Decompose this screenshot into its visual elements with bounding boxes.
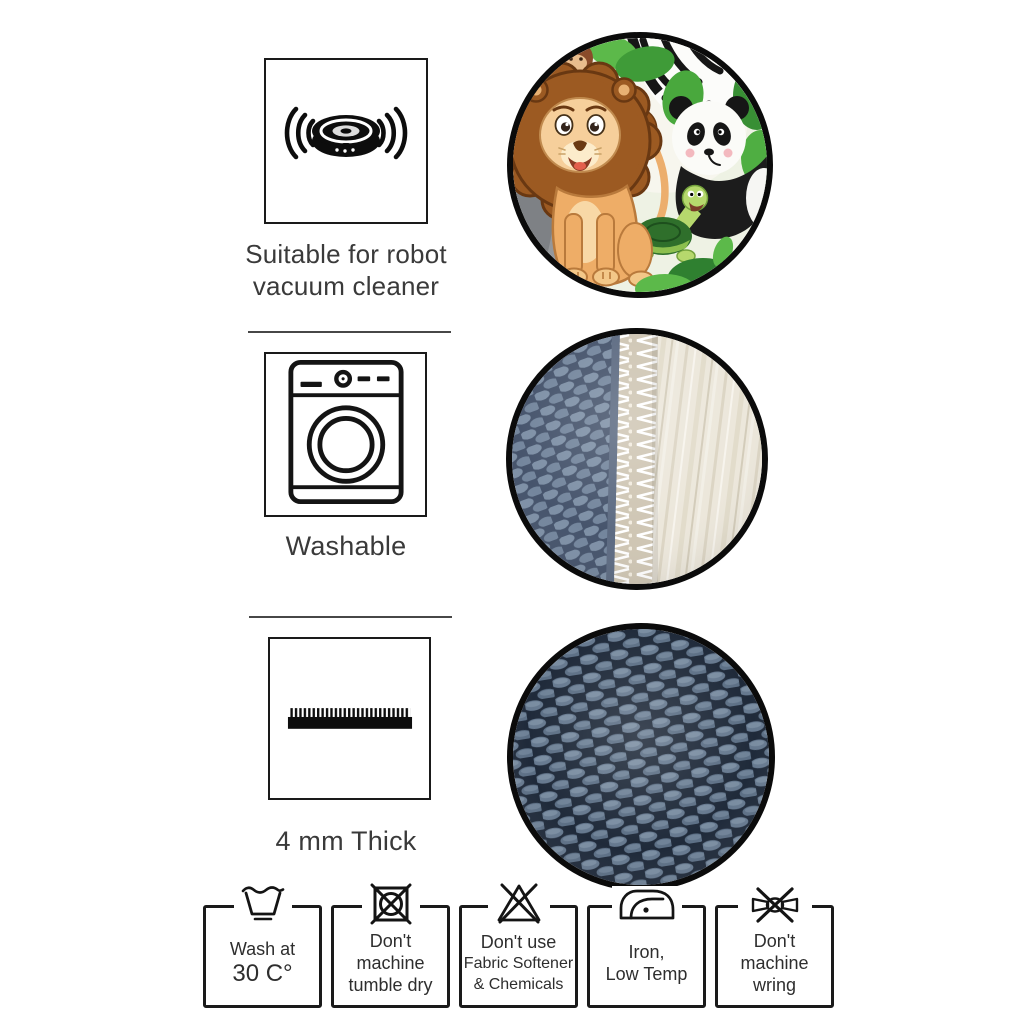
care-badge-no-wring bbox=[715, 905, 834, 1008]
rug-edge-photo bbox=[506, 328, 768, 590]
robot-vacuum-icon bbox=[278, 91, 414, 192]
care-badge-line: Don't use bbox=[480, 931, 557, 952]
care-badge-line: machine bbox=[356, 952, 425, 973]
feature-label-line: Suitable for robot bbox=[245, 239, 447, 269]
no-softener-icon bbox=[488, 881, 550, 925]
care-badge-line: & Chemicals bbox=[473, 975, 564, 993]
care-badge-line: Don't bbox=[753, 930, 796, 951]
washable-feature-box bbox=[264, 352, 427, 517]
feature-label-line: vacuum cleaner bbox=[252, 271, 440, 301]
care-badge-line: machine bbox=[740, 952, 809, 973]
no-wring-icon bbox=[738, 886, 812, 924]
care-badge-no-softener bbox=[459, 905, 578, 1008]
robot-vacuum-feature-box bbox=[264, 58, 428, 224]
care-badge-line: Low Temp bbox=[605, 963, 688, 984]
care-badge-line: Wash at bbox=[229, 938, 296, 959]
no-tumble-dry-icon bbox=[362, 881, 420, 927]
thickness-feature-label bbox=[186, 825, 506, 857]
feature-label-line: 4 mm Thick bbox=[275, 826, 417, 856]
washable-feature-label bbox=[186, 530, 506, 562]
robot-vacuum-feature-label bbox=[186, 238, 506, 302]
care-badge-iron-low bbox=[587, 905, 706, 1008]
thickness-feature-box bbox=[268, 637, 431, 800]
care-badge-line: Don't bbox=[369, 930, 412, 951]
rug-thickness-icon bbox=[285, 701, 415, 736]
care-badge-line: Fabric Softener bbox=[463, 954, 574, 972]
care-badge-line: 30 C° bbox=[232, 959, 293, 987]
section-divider bbox=[248, 331, 451, 333]
care-badge-wash-30 bbox=[203, 905, 322, 1008]
care-badge-line: tumble dry bbox=[348, 974, 433, 995]
care-badge-no-tumble-dry bbox=[331, 905, 450, 1008]
care-badge-line: wring bbox=[752, 974, 796, 995]
wash-30-icon bbox=[234, 881, 292, 925]
washing-machine-icon bbox=[287, 358, 405, 511]
rug-design-photo bbox=[507, 32, 773, 298]
feature-label-line: Washable bbox=[285, 531, 407, 561]
section-divider bbox=[249, 616, 452, 618]
iron-low-temp-icon bbox=[612, 886, 682, 922]
care-badge-line: Iron, bbox=[628, 941, 665, 962]
rug-backing-photo bbox=[507, 623, 775, 891]
care-instructions-row bbox=[203, 905, 834, 1008]
